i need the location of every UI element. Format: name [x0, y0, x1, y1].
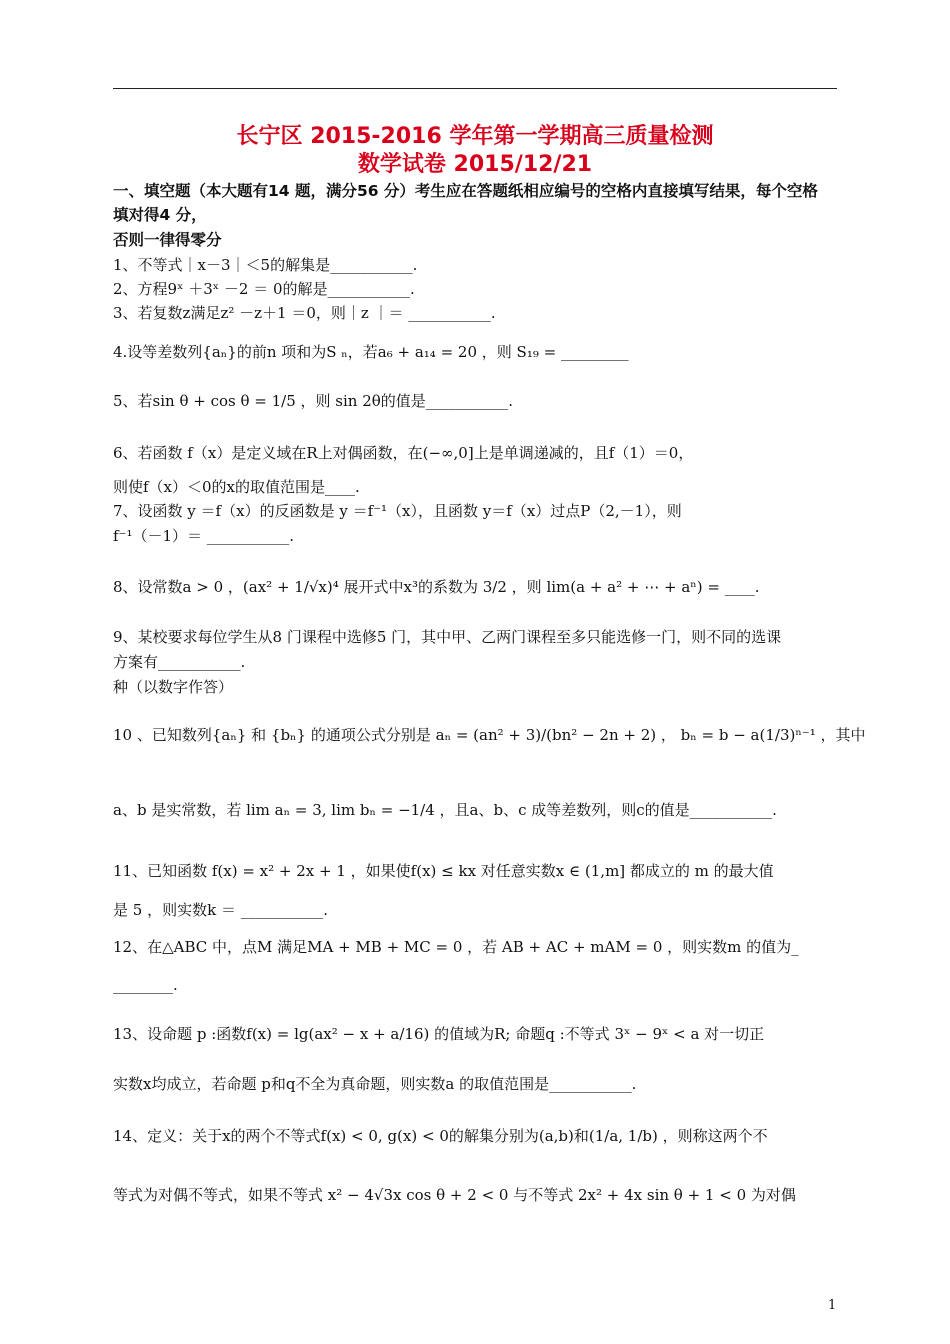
- question-3: 3、若复数z满足z² －z＋1 ＝0，则｜z ｜＝ ___________.: [113, 304, 496, 322]
- question-11: 11、已知函数 f(x) = x² + 2x + 1 ，如果使f(x) ≤ kx 对任意实数x ∈ (1,m] 都成立的 m 的最大值: [113, 862, 774, 880]
- section-header-line-3: 否则一律得零分: [113, 231, 222, 249]
- question-4: 4.设等差数列{aₙ}的前n 项和为S ₙ，若a₆ + a₁₄ = 20 ，则 S₁₉ = _________: [113, 343, 629, 361]
- question-13-continued: 实数x均成立，若命题 p和q不全为真命题，则实数a 的取值范围是___________.: [113, 1075, 637, 1093]
- exam-title: 长宁区 2015-2016 学年第一学期高三质量检测: [236, 124, 714, 149]
- question-2: 2、方程9ˣ ＋3ˣ －2 ＝ 0的解是___________.: [113, 280, 415, 298]
- question-9-tail: 种（以数字作答）: [113, 678, 234, 696]
- question-10: 10 、已知数列{aₙ} 和 {bₙ} 的通项公式分别是 aₙ = (an² + 3)/(bn² − 2n + 2) ， bₙ = b − a(1/3)ⁿ⁻¹ ，其中: [113, 726, 866, 744]
- question-9-continued: 方案有___________.: [113, 653, 246, 671]
- page-number: 1: [828, 1298, 837, 1313]
- question-14-continued: 等式为对偶不等式，如果不等式 x² − 4√3x cos θ + 2 < 0 与不等式 2x² + 4x sin θ + 1 < 0 为对偶: [113, 1186, 796, 1204]
- question-12-continued: ________.: [113, 976, 178, 994]
- question-7-continued: f⁻¹（－1）＝ ___________.: [113, 527, 295, 545]
- question-12: 12、在△ABC 中，点M 满足MA + MB + MC = 0 ，若 AB + AC + mAM = 0 ，则实数m 的值为_: [113, 938, 799, 956]
- header-rule: [113, 88, 837, 89]
- question-14: 14、定义：关于x的两个不等式f(x) < 0, g(x) < 0的解集分别为(a,b)和(1/a, 1/b) ，则称这两个不: [113, 1127, 768, 1145]
- section-header-line-1: 一、填空题（本大题有14 题，满分56 分）考生应在答题纸相应编号的空格内直接填写结果，每个空格: [113, 182, 818, 200]
- section-header-line-2: 填对得4 分，: [113, 206, 207, 224]
- question-9: 9、某校要求每位学生从8 门课程中选修5 门，其中甲、乙两门课程至多只能选修一门，则不同的选课: [113, 628, 782, 646]
- question-10-continued: a、b 是实常数，若 lim aₙ = 3, lim bₙ = −1/4 ，且a、b、c 成等差数列，则c的值是___________.: [113, 801, 777, 819]
- question-1: 1、不等式｜x－3｜＜5的解集是___________.: [113, 256, 418, 274]
- question-7: 7、设函数 y ＝f（x）的反函数是 y ＝f⁻¹（x），且函数 y＝f（x）过点P（2,－1），则: [113, 502, 682, 520]
- question-6: 6、若函数 f（x）是定义域在R上对偶函数，在(−∞,0]上是单调递减的，且f（1）＝0，: [113, 444, 694, 462]
- exam-subtitle: 数学试卷 2015/12/21: [357, 152, 593, 177]
- question-8: 8、设常数a > 0 ，(ax² + 1/√x)⁴ 展开式中x³的系数为 3/2 ，则 lim(a + a² + ⋯ + aⁿ) = ____.: [113, 578, 760, 596]
- question-5: 5、若sin θ + cos θ = 1/5 ，则 sin 2θ的值是___________.: [113, 392, 514, 410]
- question-13: 13、设命题 p :函数f(x) = lg(ax² − x + a/16) 的值域为R; 命题q :不等式 3ˣ − 9ˣ < a 对一切正: [113, 1025, 765, 1043]
- question-6-continued: 则使f（x）＜0的x的取值范围是____.: [113, 478, 360, 496]
- question-11-continued: 是 5 ，则实数k ＝ ___________.: [113, 901, 328, 919]
